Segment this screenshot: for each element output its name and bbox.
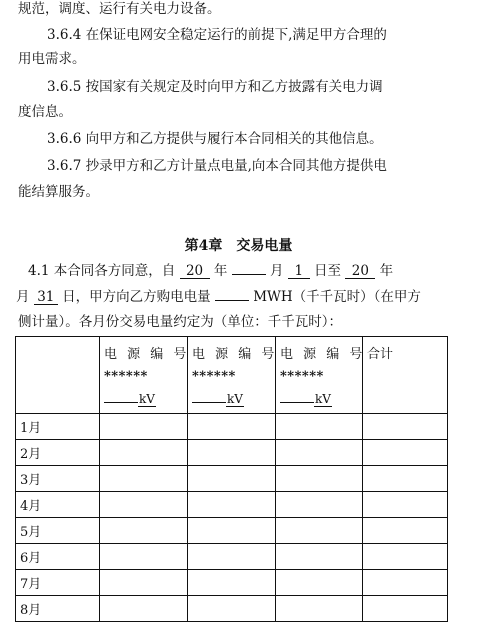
data-cell[interactable]: [363, 596, 448, 622]
header-total-cell: [363, 337, 448, 414]
source-label: 电 源 编 号: [280, 347, 366, 362]
start-year-field[interactable]: 20: [180, 264, 210, 279]
clause-3-6-7-cont: 能结算服务。: [18, 184, 99, 200]
month-label: 1月: [16, 414, 100, 440]
clause-3-6-4: 3.6.4 在保证电网安全稳定运行的前提下,满足甲方合理的: [47, 27, 387, 43]
data-cell[interactable]: [363, 466, 448, 492]
month-label: 5月: [16, 518, 100, 544]
table-row: [16, 492, 448, 518]
data-cell[interactable]: [363, 518, 448, 544]
data-cell[interactable]: [100, 414, 188, 440]
header-source-cell: [188, 337, 276, 414]
data-cell[interactable]: [100, 518, 188, 544]
header-source-cell: [100, 337, 188, 414]
source-label: 电 源 编 号: [104, 347, 190, 362]
month-label: 8月: [16, 596, 100, 622]
para-4-1-line1: 4.1 本合同各方同意，自 20 年 月 1 日至 20 年: [28, 263, 394, 279]
data-cell[interactable]: [276, 596, 363, 622]
header-source-cell: [276, 337, 366, 414]
table-row: [16, 570, 448, 596]
data-cell[interactable]: [188, 440, 276, 466]
data-cell[interactable]: [100, 544, 188, 570]
clause-3-6-4-cont: 用电需求。: [18, 51, 86, 67]
table-row: [16, 414, 448, 440]
data-cell[interactable]: [188, 492, 276, 518]
data-cell[interactable]: [363, 440, 448, 466]
data-cell[interactable]: [188, 570, 276, 596]
kv-field[interactable]: kV: [104, 392, 187, 407]
source-label: 电 源 编 号: [192, 347, 278, 362]
total-label: 合计: [367, 347, 394, 362]
data-cell[interactable]: [276, 492, 363, 518]
source-code: ******: [104, 369, 148, 384]
data-cell[interactable]: [276, 518, 363, 544]
table-row: [16, 596, 448, 622]
para-4-1-line3: 侧计量）。各月份交易电量约定为（单位：千千瓦时）：: [18, 314, 342, 330]
source-code: ******: [192, 369, 236, 384]
month-label: 2月: [16, 440, 100, 466]
clause-3-6-7: 3.6.7 抄录甲方和乙方计量点电量,向本合同其他方提供电: [47, 158, 387, 174]
month-label: 3月: [16, 466, 100, 492]
end-day-field[interactable]: 31: [34, 290, 58, 305]
start-day-field[interactable]: 1: [288, 264, 310, 279]
data-cell[interactable]: [276, 544, 363, 570]
data-cell[interactable]: [363, 492, 448, 518]
table-header-row: [16, 337, 448, 414]
data-cell[interactable]: [276, 414, 363, 440]
purchase-mwh-field[interactable]: [215, 300, 249, 301]
data-cell[interactable]: [100, 492, 188, 518]
data-cell[interactable]: [276, 466, 363, 492]
data-cell[interactable]: [188, 544, 276, 570]
data-cell[interactable]: [188, 414, 276, 440]
data-cell[interactable]: [100, 596, 188, 622]
data-cell[interactable]: [363, 544, 448, 570]
data-cell[interactable]: [100, 466, 188, 492]
month-label: 6月: [16, 544, 100, 570]
data-cell[interactable]: [188, 466, 276, 492]
data-cell[interactable]: [363, 414, 448, 440]
month-label: 4月: [16, 492, 100, 518]
chapter-name: 交易电量: [236, 238, 293, 254]
start-month-field[interactable]: [232, 274, 266, 275]
month-label: 7月: [16, 570, 100, 596]
data-cell[interactable]: [100, 570, 188, 596]
clause-3-6-5-cont: 度信息。: [18, 104, 72, 120]
data-cell[interactable]: [276, 440, 363, 466]
data-cell[interactable]: [100, 440, 188, 466]
clause-3-6-5: 3.6.5 按国家有关规定及时向甲方和乙方披露有关电力调: [47, 79, 383, 95]
chapter-title: [0, 235, 477, 255]
header-corner-cell: [16, 337, 100, 414]
chapter-number: 第4章: [184, 238, 223, 254]
clause-3-6-6: 3.6.6 向甲方和乙方提供与履行本合同相关的其他信息。: [47, 131, 383, 147]
para-4-1-line2: 月 31 日，甲方向乙方购电电量 MWH（千千瓦时）（在甲方: [16, 289, 421, 305]
data-cell[interactable]: [363, 570, 448, 596]
data-cell[interactable]: [276, 570, 363, 596]
clause-text: 规范，调度、运行有关电力设备。: [18, 1, 221, 17]
kv-field[interactable]: kV: [280, 392, 362, 407]
kv-field[interactable]: kV: [192, 392, 275, 407]
table-row: [16, 466, 448, 492]
data-cell[interactable]: [188, 518, 276, 544]
monthly-trade-table: [15, 336, 448, 622]
table-row: [16, 518, 448, 544]
table-row: [16, 544, 448, 570]
data-cell[interactable]: [188, 596, 276, 622]
source-code: ******: [280, 369, 324, 384]
table-row: [16, 440, 448, 466]
end-year-field[interactable]: 20: [345, 264, 375, 279]
